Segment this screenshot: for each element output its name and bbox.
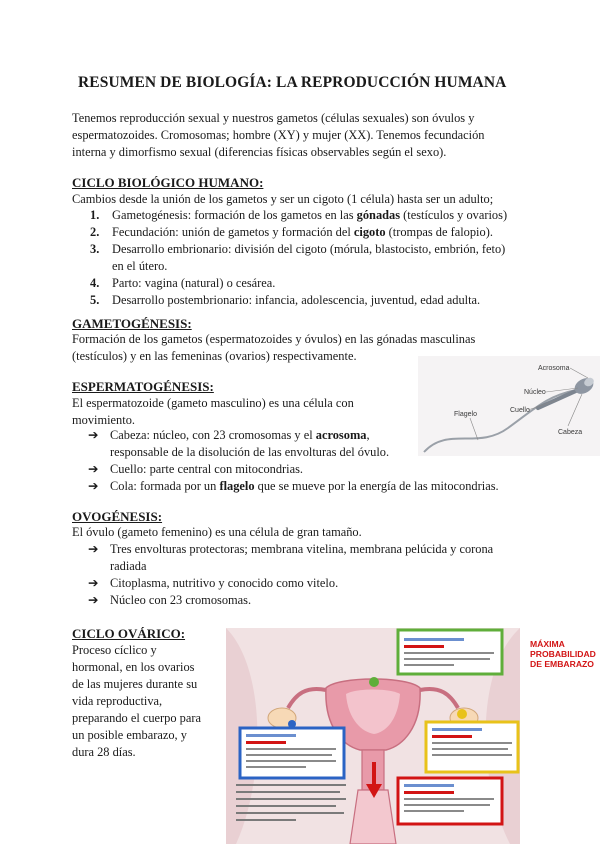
espermatogenesis-text: El espermatozoide (gameto masculino) es una célula con movimiento. (72, 396, 354, 427)
list-item: ➔ Cuello: parte central con mitocondrias. (88, 462, 304, 476)
section-heading-ciclo-biologico: CICLO BIOLÓGICO HUMANO: (72, 175, 264, 190)
list-item: 5. Desarrollo postembrionario: infancia, adolescencia, juventud, edad adulta. (90, 293, 481, 307)
list-item: ➔ Cola: formada por un flagelo que se mueve por la energía de las mitocondrias. (88, 479, 499, 493)
arrow-icon: ➔ (88, 576, 99, 590)
ovogenesis-text: El óvulo (gameto femenino) es una célula de gran tamaño. (72, 525, 362, 539)
label-flagelo: Flagelo (454, 411, 477, 418)
uterus-diagram (226, 628, 520, 844)
section-heading-ciclo-ovarico: CICLO OVÁRICO: (72, 626, 186, 641)
section-heading-espermatogenesis: ESPERMATOGÉNESIS: (72, 379, 214, 394)
intro-paragraph (72, 110, 542, 161)
ciclo-biologico-list (72, 207, 542, 309)
list-item: ➔ Cabeza: núcleo, con 23 cromosomas y el acrosoma, responsable de la disolución de las envolturas del óvulo. (88, 428, 390, 459)
ciclo-ovarico-text: Proceso cíclico y hormonal, en los ovarios de las mujeres durante su vida reproductiva, preparando el cuerpo para un posible embarazo, y dura 28 días. (72, 643, 201, 759)
ciclo-biologico-text: Cambios desde la unión de los gametos y ser un cigoto (1 célula) hasta ser un adulto; (72, 192, 494, 206)
intro-line: espermatozoides. Cromosomas; hombre (XY) y mujer (XX). Tenemos fecundación (72, 128, 485, 142)
intro-line: Tenemos reproducción sexual y nuestros gametos (células sexuales) son óvulos y (72, 111, 475, 125)
label-cabeza: Cabeza (558, 429, 583, 436)
page-title: RESUMEN DE BIOLOGÍA: LA REPRODUCCIÓN HUMANA (78, 74, 507, 91)
arrow-icon: ➔ (88, 462, 99, 476)
sperm-diagram (418, 356, 600, 456)
list-item: ➔ Núcleo con 23 cromosomas. (88, 593, 252, 607)
label-cuello: Cuello (510, 407, 530, 414)
list-item: ➔ Tres envolturas protectoras; membrana vitelina, membrana pelúcida y corona radiada (88, 542, 494, 573)
arrow-icon: ➔ (88, 593, 99, 607)
list-item: 3. Desarrollo embrionario: división del cigoto (mórula, blastocisto, embrión, feto) en el útero. (90, 242, 506, 273)
arrow-icon: ➔ (88, 542, 99, 556)
ovarian-cycle-illustration (226, 628, 520, 844)
intro-line: interna y dimorfismo sexual (diferencias físicas observables según el sexo). (72, 145, 447, 159)
label-acrosoma: Acrosoma (538, 365, 570, 372)
list-item: 1. Gametogénesis: formación de los gametos en las gónadas (testículos y ovarios) (90, 208, 508, 222)
maxima-probabilidad-label: MÁXIMA PROBABILIDAD DE EMBARAZO (530, 639, 596, 669)
list-item: ➔ Citoplasma, nutritivo y conocido como vitelo. (88, 576, 339, 590)
label-nucleo: Núcleo (524, 389, 546, 396)
ovogenesis-list (88, 541, 558, 609)
section-heading-gametogenesis: GAMETOGÉNESIS: (72, 316, 192, 331)
list-item: 2. Fecundación: unión de gametos y formación del cigoto (trompas de falopio). (90, 225, 493, 239)
section-heading-ovogenesis: OVOGÉNESIS: (72, 509, 163, 524)
arrow-icon: ➔ (88, 428, 99, 442)
list-item: 4. Parto: vagina (natural) o cesárea. (90, 276, 276, 290)
gametogenesis-text: Formación de los gametos (espermatozoides y óvulos) en las gónadas masculinas (testículos) y en las femeninas (ovarios) respectivamente. (72, 332, 476, 363)
arrow-icon: ➔ (88, 479, 99, 493)
